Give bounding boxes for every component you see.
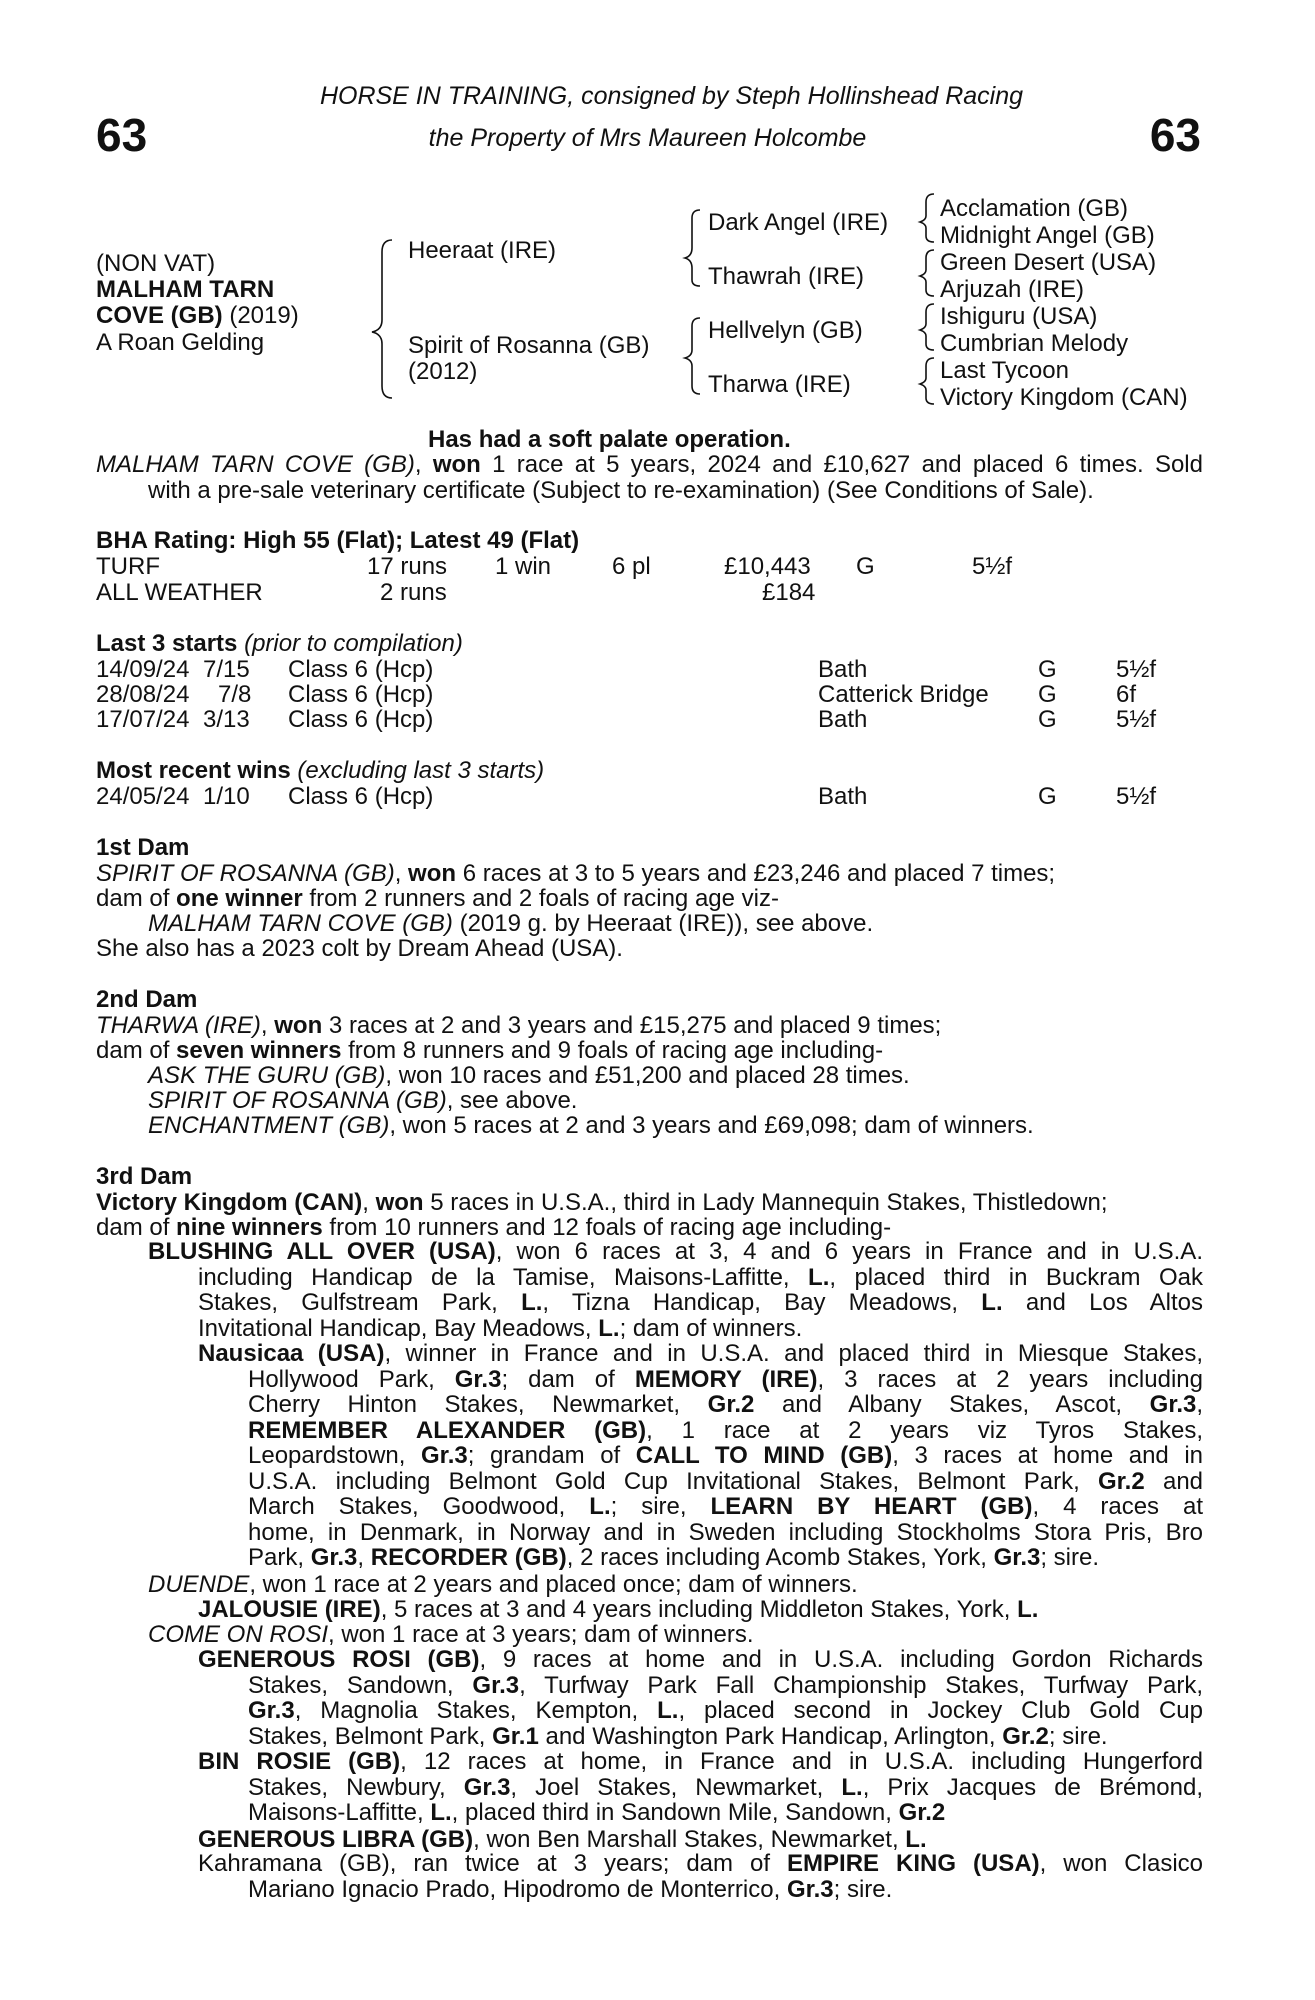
dam3-line2: dam of nine winners from 10 runners and 12 foals of racing age including-: [96, 1214, 892, 1241]
summary-line2: with a pre-sale veterinary certificate (Subject to re-examination) (See Conditions of Sale).: [148, 477, 1094, 504]
dam2-line2: dam of seven winners from 8 runners and 9 foals of racing age including-: [96, 1037, 884, 1064]
horse-name-line2: COVE (GB) (2019): [96, 302, 299, 329]
horse-description: A Roan Gelding: [96, 329, 265, 356]
dam2-line5: ENCHANTMENT (GB), won 5 races at 2 and 3 years and £69,098; dam of winners.: [148, 1112, 1034, 1139]
dam1-line3: MALHAM TARN COVE (GB) (2019 g. by Heeraat (IRE)), see above.: [148, 910, 874, 937]
pedigree-sire: Heeraat (IRE): [408, 237, 557, 264]
lot-number-right: 63: [1149, 109, 1201, 161]
dam2-line4: SPIRIT OF ROSANNA (GB), see above.: [148, 1087, 578, 1114]
dam1-line1: SPIRIT OF ROSANNA (GB), won 6 races at 3 to 5 years and £23,246 and placed 7 times;: [96, 860, 1056, 887]
pedigree-dam: Spirit of Rosanna (GB): [408, 332, 650, 359]
dam1-line4: She also has a 2023 colt by Dream Ahead (USA).: [96, 935, 623, 962]
dam2-line1: THARWA (IRE), won 3 races at 2 and 3 years and £15,275 and placed 9 times;: [96, 1012, 942, 1039]
generous-libra-entry: GENEROUS LIBRA (GB), won Ben Marshall Stakes, Newmarket, L.: [198, 1826, 927, 1853]
horse-name-line1: MALHAM TARN: [96, 276, 275, 303]
pedigree-gen3-2: Thawrah (IRE): [708, 263, 865, 290]
header-consignor: HORSE IN TRAINING, consigned by Steph Hollinshead Racing: [319, 82, 1024, 110]
nausicaa-entry: Nausicaa (USA), winner in France and in U.S.A. and placed third in Miesque Stakes, Hollywood Park, Gr.3; dam of MEMORY (IRE), 3 races at 2 years including Cherry Hinton Stakes, Newmarket, Gr.2 and Albany Stakes, Ascot, Gr.3, REMEMBER ALEXANDER (GB), 1 race at 2 years viz Tyros Stakes, Leopardstown, Gr.3; grandam of CALL TO MIND (GB), 3 races at home and in U.S.A. including Belmont Gold Cup Invitational Stakes, Belmont Park, Gr.2 and March Stakes, Goodwood, L.; sire, LEARN BY HEART (GB), 4 races at home, in Denmark, in Norway and in Sweden including Stockholms Stora Pris, Bro Park, Gr.3, RECORDER (GB), 2 races including Acomb Stakes, York, Gr.3; sire.: [198, 1340, 1204, 1571]
pedigree-gen4-2: Midnight Angel (GB): [940, 222, 1155, 249]
header-property: the Property of Mrs Maureen Holcombe: [428, 124, 867, 152]
dam3-title: 3rd Dam: [96, 1163, 193, 1190]
duende-entry: DUENDE, won 1 race at 2 years and placed once; dam of winners.: [148, 1571, 858, 1598]
recent-title: Most recent wins (excluding last 3 starts): [96, 757, 545, 784]
bin-rosie-entry: BIN ROSIE (GB), 12 races at home, in France and in U.S.A. including Hungerford Stakes, Newbury, Gr.3, Joel Stakes, Newmarket, L., Prix Jacques de Brémond, Maisons-Laffitte, L., placed third in Sandown Mile, Sandown, Gr.2: [198, 1748, 1203, 1826]
vat-status: (NON VAT): [96, 250, 216, 277]
pedigree-gen4-5: Ishiguru (USA): [940, 303, 1098, 330]
pedigree-gen3-3: Hellvelyn (GB): [708, 317, 863, 344]
lot-number-left: 63: [96, 109, 148, 161]
dam2-line3: ASK THE GURU (GB), won 10 races and £51,200 and placed 28 times.: [148, 1062, 910, 1089]
pedigree-gen4-6: Cumbrian Melody: [940, 330, 1129, 357]
blushing-all-over-entry: BLUSHING ALL OVER (USA), won 6 races at 3, 4 and 6 years in France and in U.S.A. including Handicap de la Tamise, Maisons-Laffitte, L., placed third in Buckram Oak Stakes, Gulfstream Park, L., Tizna Handicap, Bay Meadows, L. and Los Altos Invitational Handicap, Bay Meadows, L.; dam of winners.: [148, 1238, 1204, 1342]
soft-palate-note: Has had a soft palate operation.: [428, 426, 791, 453]
pedigree-dam-year: (2012): [408, 358, 478, 385]
dam2-title: 2nd Dam: [96, 986, 198, 1013]
pedigree-gen4-8: Victory Kingdom (CAN): [940, 384, 1188, 411]
pedigree-gen4-1: Acclamation (GB): [940, 195, 1129, 222]
dam1-line2: dam of one winner from 2 runners and 2 foals of racing age viz-: [96, 885, 779, 912]
summary-line1: MALHAM TARN COVE (GB), won 1 race at 5 years, 2024 and £10,627 and placed 6 times. Sold: [96, 451, 1203, 478]
last3-title: Last 3 starts (prior to compilation): [96, 630, 463, 657]
pedigree-gen4-4: Arjuzah (IRE): [940, 276, 1085, 303]
pedigree-gen3-4: Tharwa (IRE): [708, 371, 851, 398]
dam3-line1: Victory Kingdom (CAN), won 5 races in U.S.A., third in Lady Mannequin Stakes, Thistledown;: [96, 1189, 1108, 1216]
bha-rating-title: BHA Rating: High 55 (Flat); Latest 49 (Flat): [96, 527, 580, 554]
jalousie-entry: JALOUSIE (IRE), 5 races at 3 and 4 years including Middleton Stakes, York, L.: [198, 1596, 1039, 1623]
dam1-title: 1st Dam: [96, 834, 190, 861]
come-on-rosi-entry: COME ON ROSI, won 1 race at 3 years; dam of winners.: [148, 1621, 754, 1648]
pedigree-gen4-7: Last Tycoon: [940, 357, 1069, 384]
pedigree-gen3-1: Dark Angel (IRE): [708, 209, 889, 236]
pedigree-gen4-3: Green Desert (USA): [940, 249, 1157, 276]
kahramana-entry: Kahramana (GB), ran twice at 3 years; dam of EMPIRE KING (USA), won Clasico Mariano Ignacio Prado, Hipodromo de Monterrico, Gr.3; sire.: [198, 1850, 1203, 1903]
generous-rosi-entry: GENEROUS ROSI (GB), 9 races at home and in U.S.A. including Gordon Richards Stakes, Sandown, Gr.3, Turfway Park Fall Championship Stakes, Turfway Park, Gr.3, Magnolia Stakes, Kempton, L., placed second in Jockey Club Gold Cup Stakes, Belmont Park, Gr.1 and Washington Park Handicap, Arlington, Gr.2; sire.: [198, 1646, 1204, 1750]
